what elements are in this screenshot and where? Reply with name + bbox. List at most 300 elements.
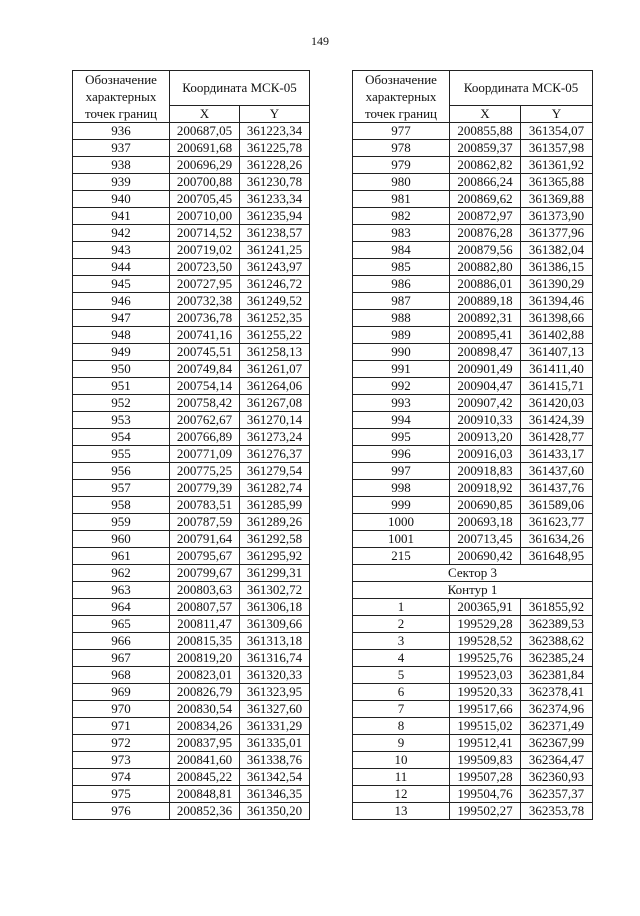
x-coordinate: 200869,62	[450, 191, 521, 208]
x-coordinate: 200766,89	[170, 429, 240, 446]
table-row	[73, 276, 310, 293]
point-number: 969	[73, 684, 170, 701]
table-row	[353, 259, 593, 276]
y-coordinate: 361437,60	[521, 463, 593, 480]
point-number: 974	[73, 769, 170, 786]
point-number: 958	[73, 497, 170, 514]
y-coordinate: 361402,88	[521, 327, 593, 344]
point-number: 947	[73, 310, 170, 327]
point-number: 937	[73, 140, 170, 157]
y-coordinate: 361285,99	[240, 497, 310, 514]
point-number: 942	[73, 225, 170, 242]
point-number: 994	[353, 412, 450, 429]
table-row	[353, 208, 593, 225]
contour-row	[353, 582, 593, 599]
y-coordinate: 362371,49	[521, 718, 593, 735]
contour-label: Контур 1	[353, 582, 593, 599]
table-row	[73, 769, 310, 786]
y-coordinate: 361264,06	[240, 378, 310, 395]
x-coordinate: 200882,80	[450, 259, 521, 276]
point-number: 966	[73, 633, 170, 650]
table-row	[353, 497, 593, 514]
point-number: 979	[353, 157, 450, 174]
y-coordinate: 361437,76	[521, 480, 593, 497]
table-row	[73, 208, 310, 225]
x-coordinate: 200719,02	[170, 242, 240, 259]
x-coordinate: 200758,42	[170, 395, 240, 412]
x-coordinate: 200916,03	[450, 446, 521, 463]
table-row	[73, 548, 310, 565]
table-row	[73, 514, 310, 531]
point-number: 988	[353, 310, 450, 327]
table-row	[353, 446, 593, 463]
table-row	[73, 786, 310, 803]
point-number: 215	[353, 548, 450, 565]
table-row	[353, 701, 593, 718]
table-row	[353, 310, 593, 327]
x-coordinate: 200791,64	[170, 531, 240, 548]
y-coordinate: 361228,26	[240, 157, 310, 174]
y-coordinate: 361223,34	[240, 123, 310, 140]
x-coordinate: 199504,76	[450, 786, 521, 803]
x-coordinate: 200693,18	[450, 514, 521, 531]
point-number: 989	[353, 327, 450, 344]
y-coordinate: 361589,06	[521, 497, 593, 514]
table-row	[73, 633, 310, 650]
table-row	[353, 191, 593, 208]
table-row	[73, 667, 310, 684]
y-coordinate: 361331,29	[240, 718, 310, 735]
table-row	[353, 633, 593, 650]
point-number: 968	[73, 667, 170, 684]
x-coordinate: 199520,33	[450, 684, 521, 701]
table-row	[73, 718, 310, 735]
table-row	[73, 140, 310, 157]
table-row	[353, 344, 593, 361]
table-body	[353, 599, 593, 820]
y-coordinate: 361273,24	[240, 429, 310, 446]
y-coordinate: 361327,60	[240, 701, 310, 718]
header-y: Y	[240, 105, 310, 122]
y-coordinate: 361346,35	[240, 786, 310, 803]
header-designation: Обозначение характерных точек границ	[353, 71, 450, 123]
x-coordinate: 200886,01	[450, 276, 521, 293]
point-number: 4	[353, 650, 450, 667]
y-coordinate: 361433,17	[521, 446, 593, 463]
y-coordinate: 361249,52	[240, 293, 310, 310]
point-number: 993	[353, 395, 450, 412]
x-coordinate: 200736,78	[170, 310, 240, 327]
table-row	[73, 293, 310, 310]
point-number: 995	[353, 429, 450, 446]
point-number: 984	[353, 242, 450, 259]
point-number: 3	[353, 633, 450, 650]
table-row	[353, 361, 593, 378]
point-number: 962	[73, 565, 170, 582]
x-coordinate: 200879,56	[450, 242, 521, 259]
y-coordinate: 362385,24	[521, 650, 593, 667]
table-row	[73, 378, 310, 395]
y-coordinate: 361623,77	[521, 514, 593, 531]
y-coordinate: 362388,62	[521, 633, 593, 650]
y-coordinate: 361365,88	[521, 174, 593, 191]
x-coordinate: 200696,29	[170, 157, 240, 174]
point-number: 952	[73, 395, 170, 412]
table-row	[73, 344, 310, 361]
x-coordinate: 200754,14	[170, 378, 240, 395]
x-coordinate: 200823,01	[170, 667, 240, 684]
y-coordinate: 361309,66	[240, 616, 310, 633]
table-row	[73, 684, 310, 701]
x-coordinate: 200918,92	[450, 480, 521, 497]
y-coordinate: 361267,08	[240, 395, 310, 412]
table-row	[353, 531, 593, 548]
point-number: 943	[73, 242, 170, 259]
x-coordinate: 200745,51	[170, 344, 240, 361]
point-number: 986	[353, 276, 450, 293]
sector-row	[353, 565, 593, 582]
x-coordinate: 200710,00	[170, 208, 240, 225]
x-coordinate: 200799,67	[170, 565, 240, 582]
table-row	[353, 735, 593, 752]
y-coordinate: 361230,78	[240, 174, 310, 191]
section-labels	[353, 565, 593, 599]
y-coordinate: 361386,15	[521, 259, 593, 276]
y-coordinate: 361424,39	[521, 412, 593, 429]
x-coordinate: 200889,18	[450, 293, 521, 310]
y-coordinate: 361243,97	[240, 259, 310, 276]
x-coordinate: 200723,50	[170, 259, 240, 276]
table-row	[73, 446, 310, 463]
point-number: 985	[353, 259, 450, 276]
table-row	[353, 157, 593, 174]
y-coordinate: 361225,78	[240, 140, 310, 157]
point-number: 7	[353, 701, 450, 718]
y-coordinate: 361357,98	[521, 140, 593, 157]
table-row	[73, 157, 310, 174]
point-number: 951	[73, 378, 170, 395]
table-row	[73, 752, 310, 769]
y-coordinate: 361361,92	[521, 157, 593, 174]
point-number: 981	[353, 191, 450, 208]
table-row	[353, 786, 593, 803]
point-number: 953	[73, 412, 170, 429]
point-number: 961	[73, 548, 170, 565]
point-number: 955	[73, 446, 170, 463]
x-coordinate: 200775,25	[170, 463, 240, 480]
x-coordinate: 200714,52	[170, 225, 240, 242]
x-coordinate: 199502,27	[450, 803, 521, 820]
table-row	[73, 650, 310, 667]
y-coordinate: 361428,77	[521, 429, 593, 446]
point-number: 967	[73, 650, 170, 667]
y-coordinate: 361323,95	[240, 684, 310, 701]
point-number: 977	[353, 123, 450, 140]
point-number: 5	[353, 667, 450, 684]
table-row	[73, 259, 310, 276]
table-row	[73, 429, 310, 446]
y-coordinate: 361302,72	[240, 582, 310, 599]
point-number: 936	[73, 123, 170, 140]
y-coordinate: 362381,84	[521, 667, 593, 684]
y-coordinate: 361233,34	[240, 191, 310, 208]
x-coordinate: 199517,66	[450, 701, 521, 718]
x-coordinate: 200862,82	[450, 157, 521, 174]
point-number: 973	[73, 752, 170, 769]
x-coordinate: 200830,54	[170, 701, 240, 718]
point-number: 948	[73, 327, 170, 344]
x-coordinate: 199507,28	[450, 769, 521, 786]
y-coordinate: 361420,03	[521, 395, 593, 412]
x-coordinate: 200855,88	[450, 123, 521, 140]
x-coordinate: 200841,60	[170, 752, 240, 769]
y-coordinate: 361299,31	[240, 565, 310, 582]
table-row	[73, 174, 310, 191]
x-coordinate: 200895,41	[450, 327, 521, 344]
point-number: 976	[73, 803, 170, 820]
x-coordinate: 200901,49	[450, 361, 521, 378]
y-coordinate: 361313,18	[240, 633, 310, 650]
table-row	[353, 276, 593, 293]
y-coordinate: 362364,47	[521, 752, 593, 769]
point-number: 938	[73, 157, 170, 174]
point-number: 982	[353, 208, 450, 225]
y-coordinate: 361342,54	[240, 769, 310, 786]
point-number: 997	[353, 463, 450, 480]
x-coordinate: 200795,67	[170, 548, 240, 565]
x-coordinate: 200811,47	[170, 616, 240, 633]
y-coordinate: 361350,20	[240, 803, 310, 820]
sector-label: Сектор 3	[353, 565, 593, 582]
table-row	[73, 123, 310, 140]
x-coordinate: 200803,63	[170, 582, 240, 599]
y-coordinate: 362357,37	[521, 786, 593, 803]
x-coordinate: 200690,85	[450, 497, 521, 514]
x-coordinate: 200913,20	[450, 429, 521, 446]
x-coordinate: 200845,22	[170, 769, 240, 786]
x-coordinate: 200892,31	[450, 310, 521, 327]
table-row	[73, 327, 310, 344]
table-row	[73, 191, 310, 208]
table-row	[353, 463, 593, 480]
y-coordinate: 361415,71	[521, 378, 593, 395]
point-number: 1	[353, 599, 450, 616]
x-coordinate: 199509,83	[450, 752, 521, 769]
point-number: 945	[73, 276, 170, 293]
y-coordinate: 361255,22	[240, 327, 310, 344]
point-number: 941	[73, 208, 170, 225]
point-number: 972	[73, 735, 170, 752]
point-number: 954	[73, 429, 170, 446]
y-coordinate: 362389,53	[521, 616, 593, 633]
table-body	[73, 123, 310, 820]
point-number: 1001	[353, 531, 450, 548]
point-number: 957	[73, 480, 170, 497]
y-coordinate: 361634,26	[521, 531, 593, 548]
table-row	[353, 293, 593, 310]
point-number: 9	[353, 735, 450, 752]
y-coordinate: 362367,99	[521, 735, 593, 752]
table-row	[73, 480, 310, 497]
point-number: 980	[353, 174, 450, 191]
x-coordinate: 200365,91	[450, 599, 521, 616]
header-x: X	[170, 105, 240, 122]
x-coordinate: 200787,59	[170, 514, 240, 531]
header-designation: Обозначение характерных точек границ	[73, 71, 170, 123]
y-coordinate: 361258,13	[240, 344, 310, 361]
x-coordinate: 200876,28	[450, 225, 521, 242]
x-coordinate: 200907,42	[450, 395, 521, 412]
point-number: 963	[73, 582, 170, 599]
header-x: X	[450, 105, 521, 122]
y-coordinate: 361292,58	[240, 531, 310, 548]
table-row	[73, 310, 310, 327]
x-coordinate: 200819,20	[170, 650, 240, 667]
table-row	[73, 361, 310, 378]
x-coordinate: 199525,76	[450, 650, 521, 667]
point-number: 6	[353, 684, 450, 701]
page-number: 149	[311, 34, 329, 48]
y-coordinate: 361295,92	[240, 548, 310, 565]
point-number: 11	[353, 769, 450, 786]
table-row	[353, 548, 593, 565]
table-row	[73, 395, 310, 412]
y-coordinate: 361238,57	[240, 225, 310, 242]
point-number: 992	[353, 378, 450, 395]
y-coordinate: 362353,78	[521, 803, 593, 820]
y-coordinate: 361390,29	[521, 276, 593, 293]
table-row	[353, 684, 593, 701]
point-number: 950	[73, 361, 170, 378]
point-number: 940	[73, 191, 170, 208]
x-coordinate: 200771,09	[170, 446, 240, 463]
y-coordinate: 361394,46	[521, 293, 593, 310]
y-coordinate: 361246,72	[240, 276, 310, 293]
x-coordinate: 199515,02	[450, 718, 521, 735]
x-coordinate: 200762,67	[170, 412, 240, 429]
x-coordinate: 200705,45	[170, 191, 240, 208]
y-coordinate: 361316,74	[240, 650, 310, 667]
point-number: 983	[353, 225, 450, 242]
x-coordinate: 200866,24	[450, 174, 521, 191]
x-coordinate: 200918,83	[450, 463, 521, 480]
table-row	[353, 718, 593, 735]
x-coordinate: 200727,95	[170, 276, 240, 293]
x-coordinate: 199528,52	[450, 633, 521, 650]
table-row	[353, 225, 593, 242]
y-coordinate: 361335,01	[240, 735, 310, 752]
x-coordinate: 199523,03	[450, 667, 521, 684]
y-coordinate: 361369,88	[521, 191, 593, 208]
table-row	[73, 497, 310, 514]
y-coordinate: 361382,04	[521, 242, 593, 259]
point-number: 960	[73, 531, 170, 548]
table-row	[353, 752, 593, 769]
point-number: 996	[353, 446, 450, 463]
table-row	[73, 565, 310, 582]
y-coordinate: 361282,74	[240, 480, 310, 497]
table-row	[73, 531, 310, 548]
y-coordinate: 361354,07	[521, 123, 593, 140]
table-row	[73, 582, 310, 599]
x-coordinate: 200898,47	[450, 344, 521, 361]
table-row	[353, 480, 593, 497]
table-row	[353, 395, 593, 412]
x-coordinate: 200815,35	[170, 633, 240, 650]
table-row	[353, 242, 593, 259]
y-coordinate: 361289,26	[240, 514, 310, 531]
x-coordinate: 200690,42	[450, 548, 521, 565]
y-coordinate: 361279,54	[240, 463, 310, 480]
x-coordinate: 200700,88	[170, 174, 240, 191]
point-number: 13	[353, 803, 450, 820]
table-row	[73, 463, 310, 480]
table-row	[353, 140, 593, 157]
coordinates-table-right	[352, 70, 593, 820]
table-row	[73, 735, 310, 752]
point-number: 2	[353, 616, 450, 633]
table-row	[353, 803, 593, 820]
x-coordinate: 200848,81	[170, 786, 240, 803]
point-number: 999	[353, 497, 450, 514]
x-coordinate: 199512,41	[450, 735, 521, 752]
table-row	[73, 599, 310, 616]
x-coordinate: 200741,16	[170, 327, 240, 344]
point-number: 964	[73, 599, 170, 616]
point-number: 978	[353, 140, 450, 157]
point-number: 944	[73, 259, 170, 276]
x-coordinate: 200826,79	[170, 684, 240, 701]
x-coordinate: 200910,33	[450, 412, 521, 429]
point-number: 959	[73, 514, 170, 531]
point-number: 10	[353, 752, 450, 769]
point-number: 1000	[353, 514, 450, 531]
point-number: 946	[73, 293, 170, 310]
x-coordinate: 200837,95	[170, 735, 240, 752]
x-coordinate: 200687,05	[170, 123, 240, 140]
table-row	[73, 616, 310, 633]
table-row	[353, 667, 593, 684]
table-row	[353, 378, 593, 395]
point-number: 939	[73, 174, 170, 191]
table-row	[73, 242, 310, 259]
x-coordinate: 200732,38	[170, 293, 240, 310]
table-row	[353, 599, 593, 616]
y-coordinate: 361411,40	[521, 361, 593, 378]
table-row	[353, 327, 593, 344]
point-number: 991	[353, 361, 450, 378]
table-row	[73, 701, 310, 718]
x-coordinate: 200807,57	[170, 599, 240, 616]
x-coordinate: 200904,47	[450, 378, 521, 395]
point-number: 990	[353, 344, 450, 361]
y-coordinate: 361261,07	[240, 361, 310, 378]
y-coordinate: 361270,14	[240, 412, 310, 429]
y-coordinate: 361241,25	[240, 242, 310, 259]
y-coordinate: 361320,33	[240, 667, 310, 684]
table-row	[73, 225, 310, 242]
x-coordinate: 200691,68	[170, 140, 240, 157]
point-number: 987	[353, 293, 450, 310]
table-row	[353, 616, 593, 633]
point-number: 12	[353, 786, 450, 803]
point-number: 970	[73, 701, 170, 718]
point-number: 8	[353, 718, 450, 735]
x-coordinate: 200859,37	[450, 140, 521, 157]
y-coordinate: 361252,35	[240, 310, 310, 327]
point-number: 949	[73, 344, 170, 361]
x-coordinate: 199529,28	[450, 616, 521, 633]
